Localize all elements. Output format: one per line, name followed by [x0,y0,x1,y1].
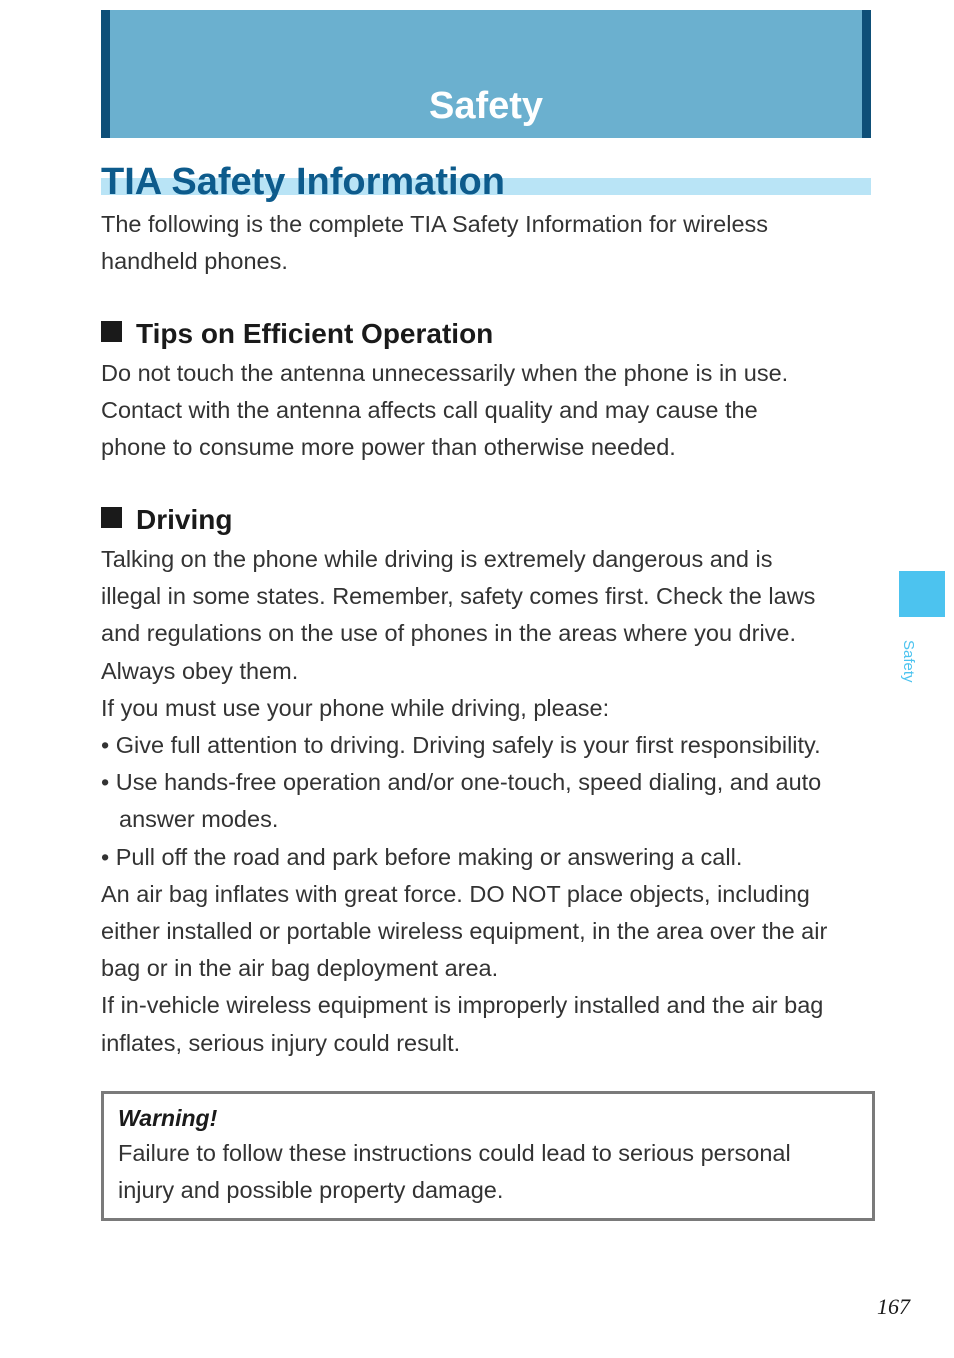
warning-line: injury and possible property damage. [118,1177,504,1204]
warning-text [118,1135,858,1209]
side-tab-label: Safety [900,640,917,683]
airbag-line: An air bag inflates with great force. DO NOT place objects, including [101,880,810,907]
driving-bullet: • Give full attention to driving. Driving safely is your first responsibility. [101,732,821,759]
driving-line: and regulations on the use of phones in the areas where you drive. [101,620,797,647]
chapter-title: Safety [428,85,544,127]
intro-paragraph [101,206,876,280]
driving-line: illegal in some states. Remember, safety comes first. Check the laws [101,583,816,610]
warning-box [101,1091,875,1221]
tips-line: Do not touch the antenna unnecessarily when the phone is in use. [101,360,789,386]
warning-line: Failure to follow these instructions could lead to serious personal [118,1140,791,1166]
subheading-driving-label: Driving [136,504,233,535]
section-title: TIA Safety Information [101,161,505,203]
airbag-line: either installed or portable wireless equipment, in the area over the air [101,918,828,945]
driving-bullet: • Use hands-free operation and/or one-touch, speed dialing, and auto answer modes. [101,769,822,833]
page-number: 167 [877,1294,910,1319]
injury-line: inflates, serious injury could result. [101,1029,461,1056]
injury-line: If in-vehicle wireless equipment is improperly installed and the air bag [101,992,824,1019]
square-bullet-icon [101,321,122,342]
driving-line: Always obey them. [101,657,299,684]
intro-line: handheld phones. [101,248,288,275]
tips-paragraph [101,355,876,467]
subheading-tips [101,317,493,351]
driving-bullet: • Pull off the road and park before making or answering a call. [101,843,743,870]
driving-lead: If you must use your phone while driving, please: [101,694,610,721]
chapter-banner [101,10,871,138]
driving-line: Talking on the phone while driving is extremely dangerous and is [101,546,773,572]
square-bullet-icon [101,507,122,528]
warning-title: Warning! [118,1105,218,1131]
section-heading [101,158,871,206]
tips-line: phone to consume more power than otherwise needed. [101,434,676,461]
driving-body [101,541,876,1062]
side-tab-marker [899,571,945,617]
airbag-line: bag or in the air bag deployment area. [101,955,499,982]
subheading-tips-label: Tips on Efficient Operation [136,318,494,349]
subheading-driving [101,503,232,537]
intro-line: The following is the complete TIA Safety Information for wireless [101,211,769,237]
tips-line: Contact with the antenna affects call quality and may cause the [101,397,758,424]
